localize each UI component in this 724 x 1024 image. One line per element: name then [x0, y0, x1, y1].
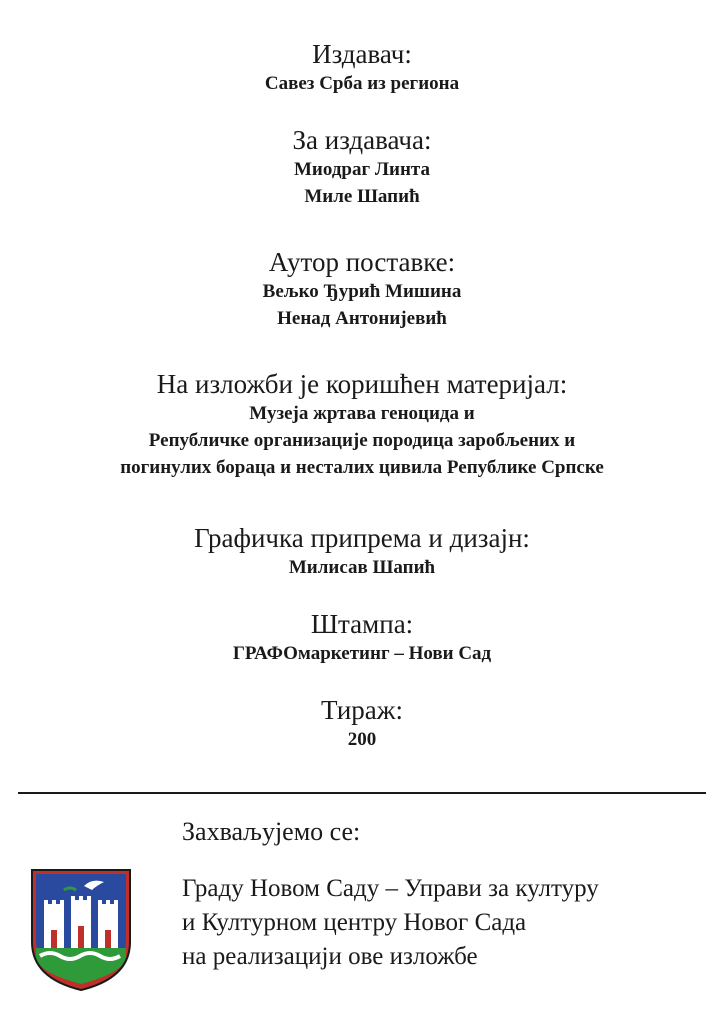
- material-section: [0, 368, 724, 481]
- material-line-3: погинулих бораца и несталих цивила Републике Српске: [120, 457, 604, 478]
- thanks-line-1: Граду Новом Саду – Управи за културу: [182, 875, 599, 902]
- circulation-value: 200: [347, 729, 377, 750]
- publisher-heading: Издавач:: [312, 39, 412, 69]
- publisher-section: [0, 38, 724, 97]
- publisher-name: Савез Срба из региона: [264, 73, 460, 94]
- author-heading: Аутор поставке:: [268, 247, 456, 277]
- thanks-body: [182, 872, 712, 974]
- circulation-section: [0, 694, 724, 753]
- for-publisher-name-1: Миодраг Линта: [293, 159, 430, 180]
- circulation-heading: Тираж:: [321, 695, 403, 725]
- material-line-1: Музеја жртава геноцида и: [249, 403, 475, 424]
- material-heading: На изложби је коришћен материјал:: [156, 369, 568, 399]
- print-name: ГРАФОмаркетинг – Нови Сад: [232, 643, 492, 664]
- design-heading: Графичка припрема и дизајн:: [194, 523, 530, 553]
- design-section: [0, 522, 724, 581]
- author-section: [0, 246, 724, 332]
- for-publisher-name-2: Миле Шапић: [304, 186, 420, 207]
- divider: [18, 792, 706, 794]
- thanks-line-2: и Културном центру Новог Сада: [182, 909, 527, 936]
- print-heading: Штампа:: [310, 609, 414, 639]
- design-name: Милисав Шапић: [288, 557, 436, 578]
- for-publisher-section: [0, 124, 724, 210]
- novi-sad-coat-of-arms-icon: [26, 860, 136, 992]
- author-name-1: Вељко Ђурић Мишина: [262, 281, 462, 302]
- thanks-title: Захваљујемо се:: [182, 817, 361, 846]
- for-publisher-heading: За издавача:: [292, 125, 432, 155]
- author-name-2: Ненад Антонијевић: [277, 308, 447, 329]
- thanks-line-3: на реализацији ове изложбе: [182, 943, 478, 970]
- material-line-2: Републичке организације породица заробљених и: [148, 430, 576, 451]
- print-section: [0, 608, 724, 667]
